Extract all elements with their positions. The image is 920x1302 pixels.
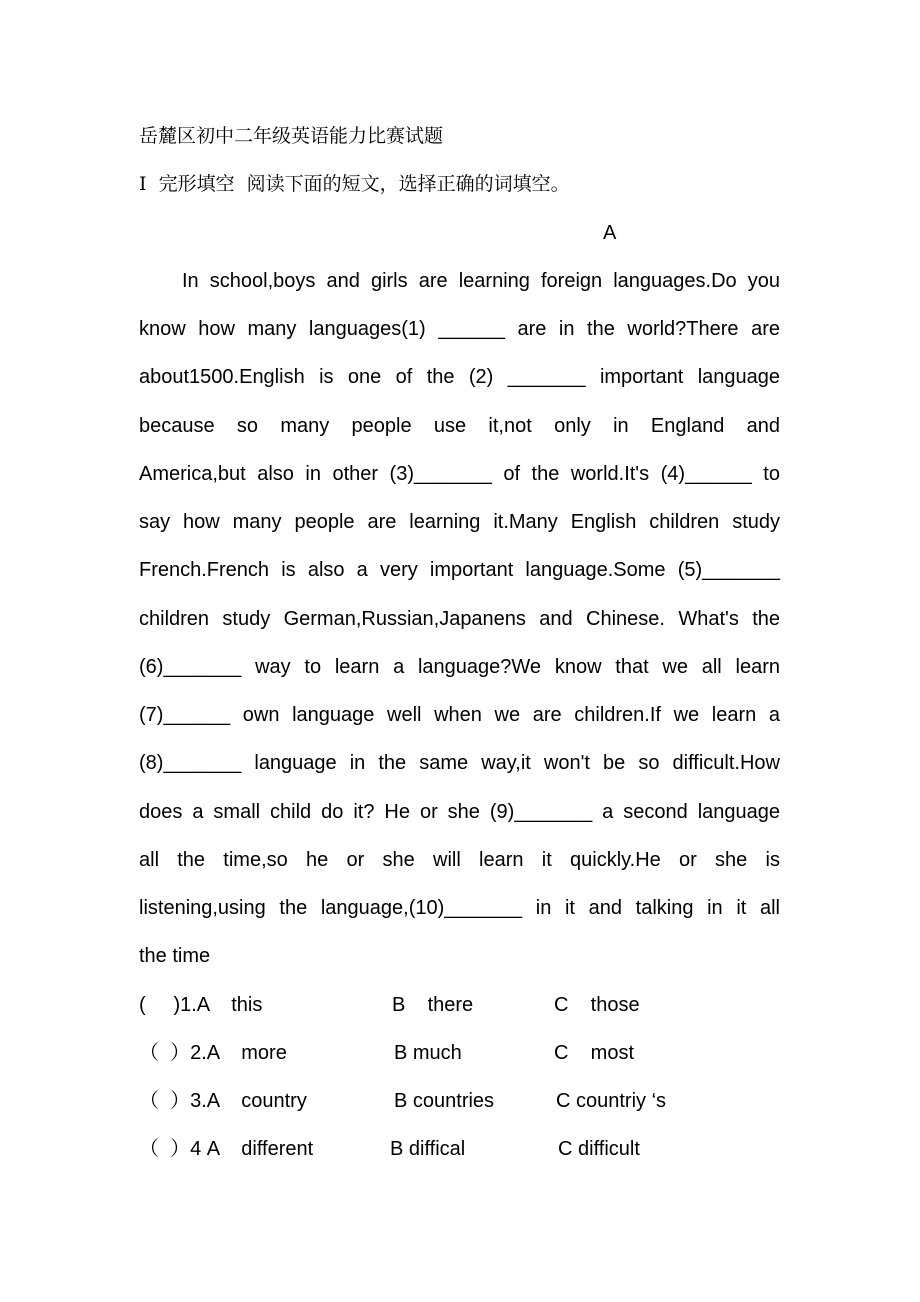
question-4-option-c: C difficult xyxy=(558,1138,640,1160)
passage-line: children study German,Russian,Japanens and Chinese. What's the xyxy=(139,608,780,630)
passage-line: (6)_______ way to learn a language?We know that we all learn xyxy=(139,656,780,678)
question-4-option-b: B diffical xyxy=(390,1138,466,1160)
document-title: 岳麓区初中二年级英语能力比赛试题 xyxy=(139,125,444,147)
question-3-option-b: B countries xyxy=(394,1090,495,1112)
question-3-option-a: （ ）3.A country xyxy=(139,1090,307,1112)
passage-line: In school,boys and girls are learning foreign languages.Do you xyxy=(182,270,780,292)
passage-line: French.French is also a very important language.Some (5)_______ xyxy=(139,559,780,581)
passage-line: (7)______ own language well when we are children.If we learn a xyxy=(139,704,780,726)
question-1-option-c: C those xyxy=(554,994,640,1016)
passage-line: know how many languages(1) ______ are in the world?There are xyxy=(139,318,780,340)
question-2-option-c: C most xyxy=(554,1042,635,1064)
question-4-option-a: （ ）4 A different xyxy=(139,1138,314,1160)
question-3-option-c: C countriy ‘s xyxy=(556,1090,667,1112)
passage-line: (8)_______ language in the same way,it won't be so difficult.How xyxy=(139,752,780,774)
passage-line: America,but also in other (3)_______ of the world.It's (4)______ to xyxy=(139,463,780,485)
question-2-option-a: （ ）2.A more xyxy=(139,1042,287,1064)
passage-line: all the time,so he or she will learn it quickly.He or she is xyxy=(139,849,780,871)
passage-line: about1500.English is one of the (2) _______ important language xyxy=(139,366,780,388)
passage-line: because so many people use it,not only in England and xyxy=(139,415,780,437)
section-heading: I 完形填空 阅读下面的短文，选择正确的词填空。 xyxy=(139,173,570,195)
passage-line: listening,using the language,(10)_______ in it and talking in it all xyxy=(139,897,780,919)
question-1-option-b: B there xyxy=(392,994,474,1016)
passage-label: A xyxy=(603,222,617,244)
passage-line: the time xyxy=(139,945,211,967)
question-2-option-b: B much xyxy=(394,1042,462,1064)
passage-line: does a small child do it? He or she (9)_______ a second language xyxy=(139,801,780,823)
question-1-option-a: ( )1.A this xyxy=(139,994,263,1016)
passage-line: say how many people are learning it.Many English children study xyxy=(139,511,780,533)
